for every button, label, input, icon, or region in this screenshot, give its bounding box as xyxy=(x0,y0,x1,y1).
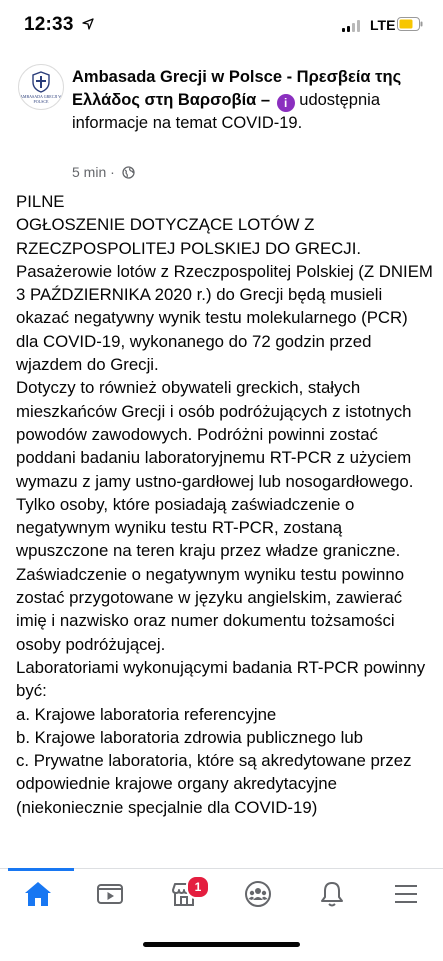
tab-menu[interactable] xyxy=(384,879,428,915)
post-line: PILNE xyxy=(16,192,65,211)
post-line: Pasażerowie lotów z Rzeczpospolitej Polskiej (Z DNIEM 3 PAŹDZIERNIKA 2020 r.) do Grecji będą musieli okazać negatywny wynik testu molekularnego (PCR) dla COVID-19, wykonanego do 72 godzin przed wjazdem do Grecji. xyxy=(16,261,433,375)
post-body xyxy=(16,190,434,819)
separator: – xyxy=(260,91,271,109)
globe-icon xyxy=(122,166,135,179)
tab-marketplace[interactable] xyxy=(162,879,206,915)
bell-icon xyxy=(317,879,347,909)
action-text: udostępnia informacje na temat COVID-19. xyxy=(72,91,381,132)
post-line: b. Krajowe laboratoria zdrowia publicznego lub xyxy=(16,727,364,747)
tab-groups[interactable] xyxy=(236,879,280,915)
meta-dot: · xyxy=(110,164,115,180)
post-line: (niekoniecznie specjalnie dla COVID-19) xyxy=(16,797,318,817)
post-line: Zaświadczenie o negatywnym wyniku testu powinno zostać przygotowane w języku angielskim, zawierać imię i nazwisko oraz numer dokumentu tożsamości osoby podróżującej. xyxy=(16,564,405,654)
status-bar xyxy=(0,0,443,50)
post-time[interactable]: 5 min xyxy=(72,164,107,180)
tab-watch[interactable] xyxy=(88,879,132,915)
info-icon[interactable]: i xyxy=(277,94,295,112)
post-line: OGŁOSZENIE DOTYCZĄCE LOTÓW Z RZECZPOSPOLITEJ POLSKIEJ DO GRECJI. xyxy=(16,215,362,258)
status-time: 12:33 xyxy=(24,14,74,35)
tab-home[interactable] xyxy=(16,879,60,915)
location-arrow-icon xyxy=(82,18,94,30)
post-meta xyxy=(72,164,135,180)
active-tab-indicator xyxy=(8,868,74,871)
crest-icon xyxy=(31,71,51,93)
video-icon xyxy=(95,879,125,909)
hamburger-menu-icon xyxy=(391,879,421,909)
bottom-nav xyxy=(0,868,443,961)
page-avatar[interactable] xyxy=(18,64,64,110)
network-type: LTE xyxy=(370,17,396,33)
post-line: Tylko osoby, które posiadają zaświadczenie o negatywnym wyniku testu RT-PCR, zostaną wpuszczone na teren kraju przez władze graniczne. xyxy=(16,494,401,561)
post-line: a. Krajowe laboratoria referencyjne xyxy=(16,704,277,724)
notification-badge: 1 xyxy=(186,875,210,899)
groups-icon xyxy=(243,879,273,909)
post-header xyxy=(72,66,422,135)
post-line: Laboratoriami wykonującymi badania RT-PCR powinny być: xyxy=(16,657,426,701)
post-line: c. Prywatne laboratoria, które są akredytowane przez odpowiednie krajowe organy akredytacyjne xyxy=(16,751,412,794)
page-name-link[interactable]: Ambasada Grecji w Polsce - Πρεσβεία της Ελλάδος στη Βαρσοβία xyxy=(72,68,402,109)
home-icon xyxy=(23,879,53,909)
cellular-signal-icon xyxy=(342,20,364,32)
battery-icon xyxy=(397,17,423,31)
avatar-text: AMBASADA GRECJI W POLSCE xyxy=(20,94,62,104)
post-line: Dotyczy to również obywateli greckich, stałych mieszkańców Grecji i osób podróżujących z istotnych powodów zawodowych. Podróżni powinni zostać poddani badaniu laboratoryjnemu RT-PCR z użyciem wymazu z jamy ustno-gardłowej lub nosogardłowego. xyxy=(16,378,414,491)
home-indicator[interactable] xyxy=(143,942,300,947)
tab-notifications[interactable] xyxy=(310,879,354,915)
